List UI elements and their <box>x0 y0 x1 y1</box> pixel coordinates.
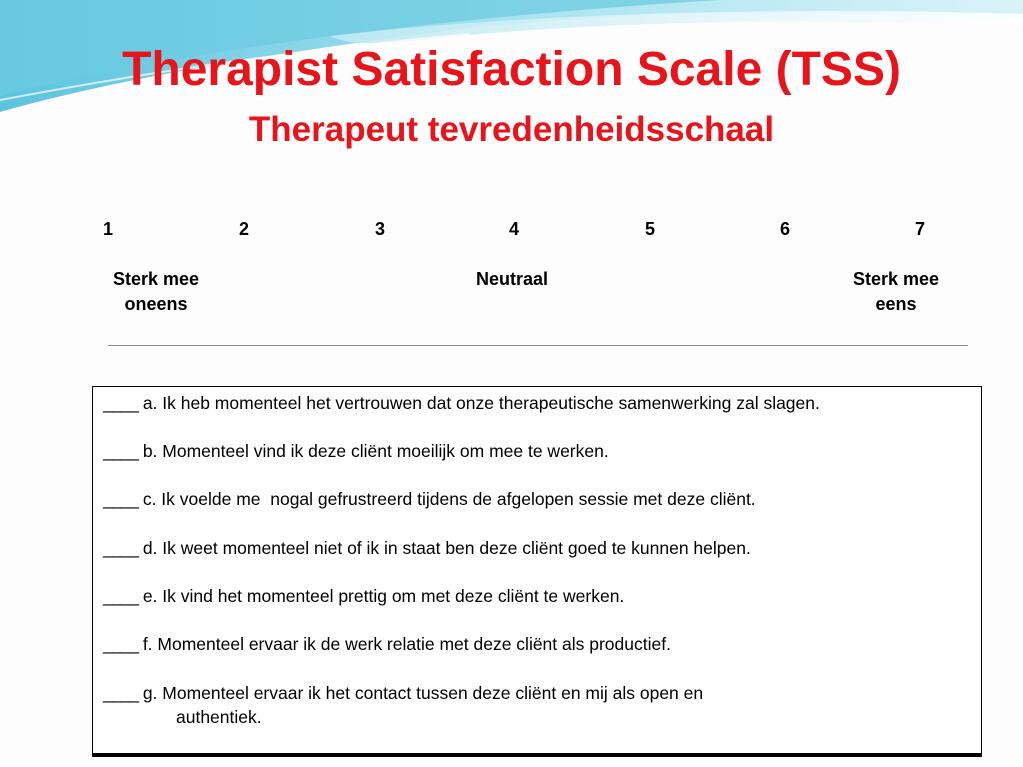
item-b-text: b. Momenteel vind ik deze cliënt moeilijk om mee te werken. <box>142 441 609 461</box>
questionnaire-items-box <box>92 386 982 757</box>
item-f <box>103 632 671 656</box>
item-c <box>103 487 756 511</box>
item-a-text: a. Ik heb momenteel het vertrouwen dat onze therapeutische samenwerking zal slagen. <box>142 393 820 413</box>
page-subtitle: Therapeut tevredenheidsschaal <box>248 110 775 149</box>
answer-blank-g[interactable]: ____ <box>103 683 138 703</box>
anchor-left-line-1: Sterk mee <box>112 269 200 289</box>
item-g-continuation: authentiek. <box>176 707 262 727</box>
scale-anchor-strongly-disagree <box>96 267 216 317</box>
item-e-text: e. Ik vind het momenteel prettig om met deze cliënt te werken. <box>142 586 625 606</box>
item-e <box>103 584 624 608</box>
item-g <box>103 681 703 705</box>
scale-number-7: 7 <box>914 219 925 239</box>
item-b <box>103 439 609 463</box>
scale-anchor-neutral: Neutraal <box>475 269 549 289</box>
answer-blank-c[interactable]: ____ <box>103 489 138 509</box>
item-d-text: d. Ik weet momenteel niet of ik in staat ben deze cliënt goed te kunnen helpen. <box>142 538 751 558</box>
answer-blank-f[interactable]: ____ <box>103 634 138 654</box>
answer-blank-b[interactable]: ____ <box>103 441 138 461</box>
answer-blank-e[interactable]: ____ <box>103 586 138 606</box>
scale-number-2: 2 <box>238 219 249 239</box>
divider-line <box>108 345 968 346</box>
item-c-text: c. Ik voelde me nogal gefrustreerd tijdens de afgelopen sessie met deze cliënt. <box>142 489 756 509</box>
scale-number-5: 5 <box>644 219 655 239</box>
scale-number-1: 1 <box>102 219 113 239</box>
anchor-left-line-2: oneens <box>124 294 188 314</box>
answer-blank-d[interactable]: ____ <box>103 538 138 558</box>
scale-number-6: 6 <box>779 219 790 239</box>
item-f-text: f. Momenteel ervaar ik de werk relatie met deze cliënt als productief. <box>142 634 671 654</box>
item-g-text: g. Momenteel ervaar ik het contact tussen deze cliënt en mij als open en <box>142 683 704 703</box>
page-title: Therapist Satisfaction Scale (TSS) <box>122 43 901 96</box>
answer-blank-a[interactable]: ____ <box>103 393 138 413</box>
item-a <box>103 391 820 415</box>
scale-anchor-strongly-agree <box>836 267 956 317</box>
anchor-right-line-1: Sterk mee <box>852 269 940 289</box>
scale-number-3: 3 <box>374 219 385 239</box>
item-d <box>103 536 751 560</box>
anchor-right-line-2: eens <box>875 294 917 314</box>
scale-number-4: 4 <box>508 219 519 239</box>
